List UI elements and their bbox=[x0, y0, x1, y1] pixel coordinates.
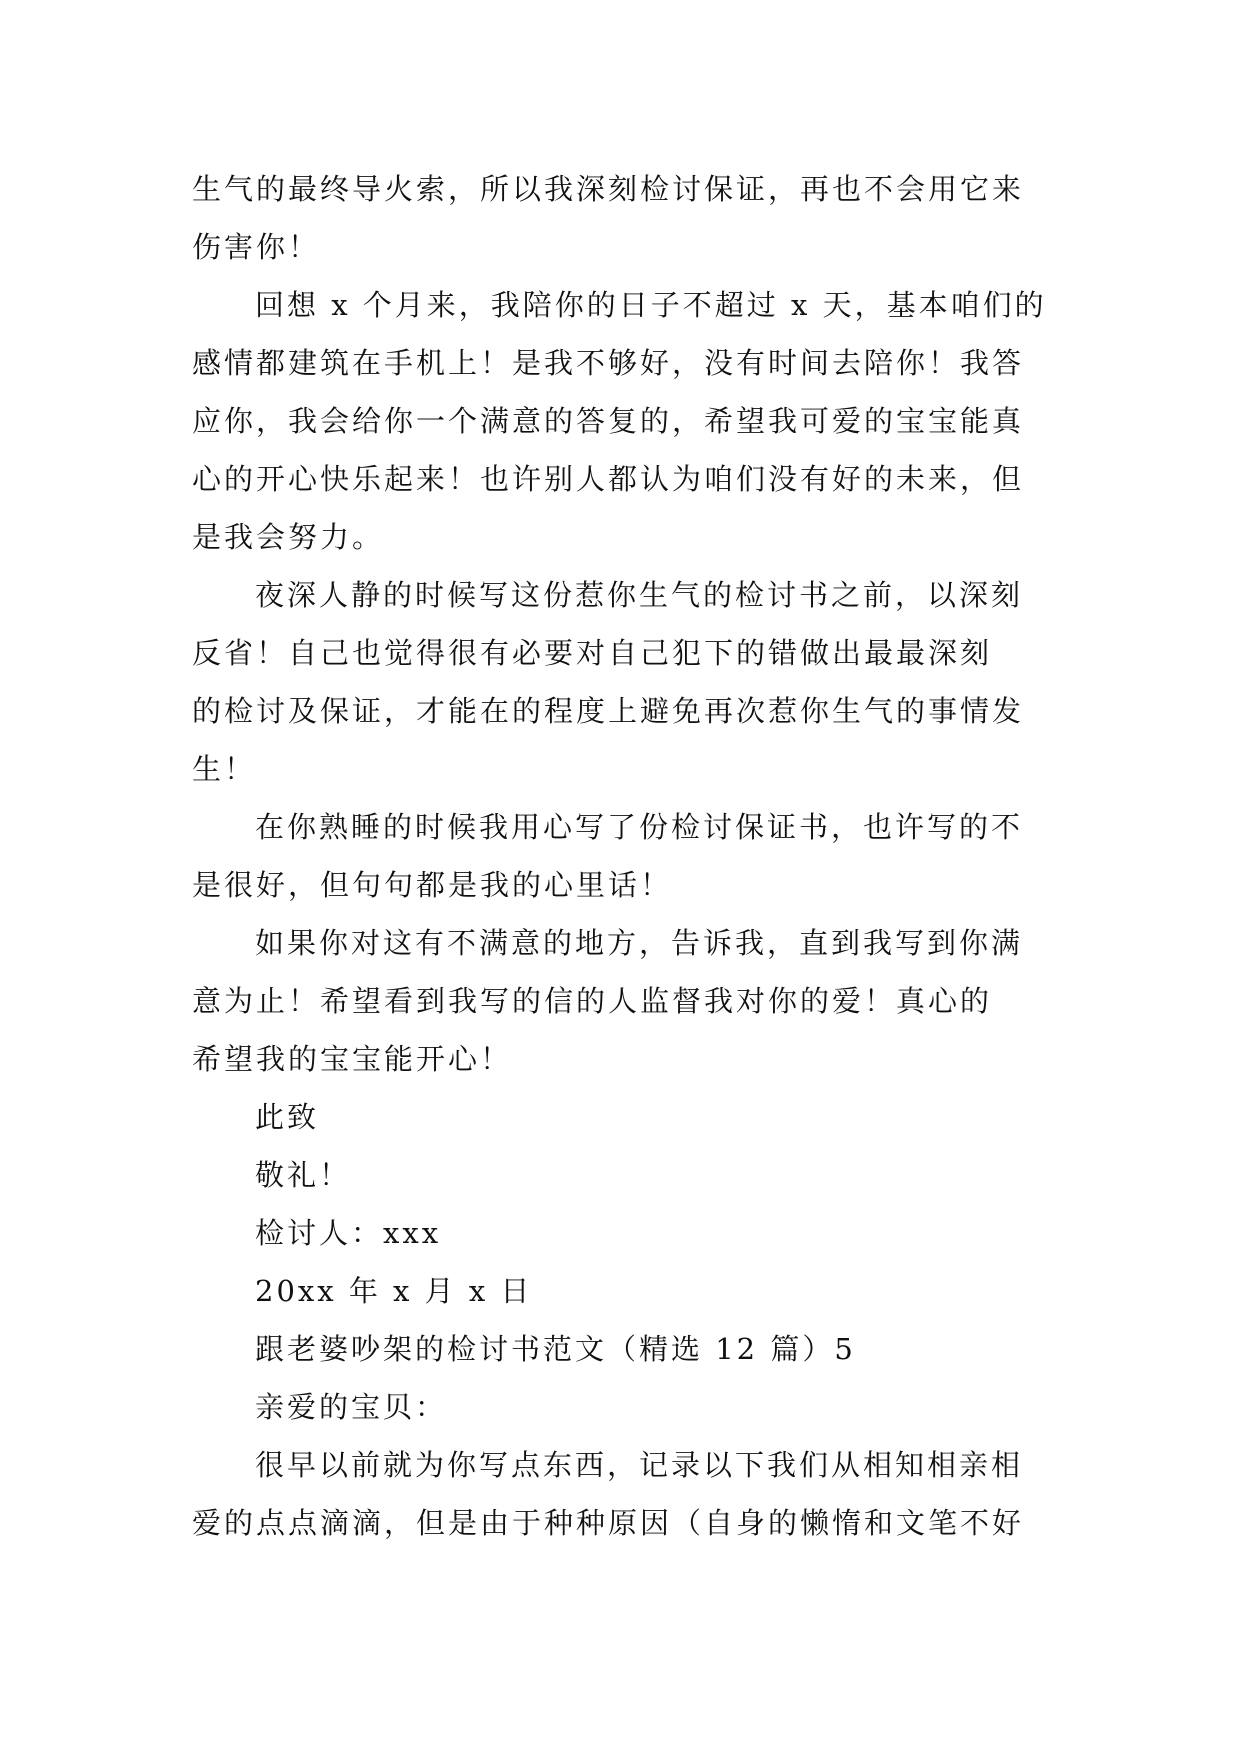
text-line: 心的开心快乐起来！也许别人都认为咱们没有好的未来，但 bbox=[192, 462, 1025, 496]
section-title: 跟老婆吵架的检讨书范文（精选 12 篇）5 bbox=[255, 1332, 856, 1366]
document-body bbox=[192, 160, 1054, 1552]
text-line: 生气的最终导火索，所以我深刻检讨保证，再也不会用它来 bbox=[192, 172, 1025, 206]
text-line: 的检讨及保证，才能在的程度上避免再次惹你生气的事情发 bbox=[192, 694, 1025, 728]
paragraph-start-line: 回想 x 个月来，我陪你的日子不超过 x 天，基本咱们的 bbox=[255, 288, 1047, 322]
text-line: 生！ bbox=[192, 752, 257, 786]
text-line: 意为止！希望看到我写的信的人监督我对你的爱！真心的 bbox=[192, 984, 993, 1018]
text-line: 是我会努力。 bbox=[192, 520, 385, 554]
closing-salutation: 此致 bbox=[255, 1100, 320, 1134]
text-line: 伤害你！ bbox=[192, 230, 321, 264]
paragraph-start-line: 夜深人静的时候写这份惹你生气的检讨书之前，以深刻 bbox=[255, 578, 1024, 612]
text-line: 应你，我会给你一个满意的答复的，希望我可爱的宝宝能真 bbox=[192, 404, 1025, 438]
date-line: 20xx 年 x 月 x 日 bbox=[255, 1274, 533, 1308]
text-line: 爱的点点滴滴，但是由于种种原因（自身的懒惰和文笔不好 bbox=[192, 1506, 1025, 1540]
greeting-line: 亲爱的宝贝： bbox=[255, 1390, 448, 1424]
text-line: 反省！自己也觉得很有必要对自己犯下的错做出最最深刻 bbox=[192, 636, 993, 670]
text-line: 感情都建筑在手机上！是我不够好，没有时间去陪你！我答 bbox=[192, 346, 1025, 380]
paragraph-start-line: 在你熟睡的时候我用心写了份检讨保证书，也许写的不 bbox=[255, 810, 1024, 844]
text-line: 希望我的宝宝能开心！ bbox=[192, 1042, 513, 1076]
text-line: 是很好，但句句都是我的心里话！ bbox=[192, 868, 673, 902]
paragraph-start-line: 很早以前就为你写点东西，记录以下我们从相知相亲相 bbox=[255, 1448, 1024, 1482]
signature-line: 检讨人：xxx bbox=[255, 1216, 442, 1250]
closing-regards: 敬礼！ bbox=[255, 1158, 352, 1192]
paragraph-start-line: 如果你对这有不满意的地方，告诉我，直到我写到你满 bbox=[255, 926, 1024, 960]
